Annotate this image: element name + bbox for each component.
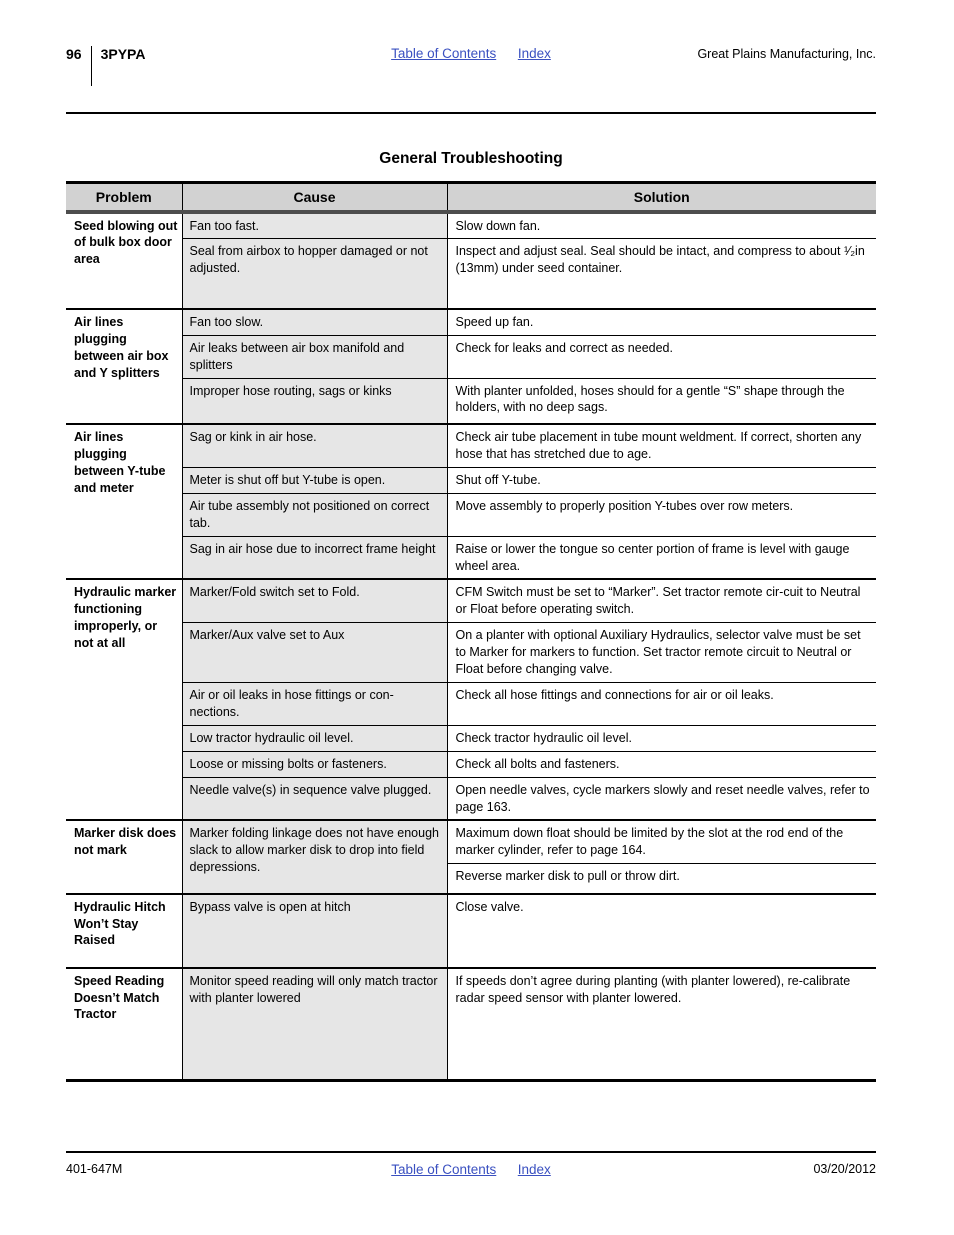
problem-cell: Speed Reading Doesn’t Match Tractor [66, 968, 182, 1081]
cause-cell: Marker/Fold switch set to Fold. [182, 579, 447, 622]
table-row [66, 212, 876, 239]
cause-cell: Seal from airbox to hopper damaged or not adjusted. [182, 239, 447, 309]
footer-rule [66, 1151, 876, 1153]
solution-cell: Inspect and adjust seal. Seal should be intact, and compress to about ¹⁄₂in (13mm) under seed container. [447, 239, 876, 309]
solution-cell: Reverse marker disk to pull or throw dirt. [447, 864, 876, 894]
cause-cell: Meter is shut off but Y-tube is open. [182, 467, 447, 493]
cause-cell: Air leaks between air box manifold and splitters [182, 335, 447, 378]
table-row [66, 239, 876, 309]
table-row [66, 894, 876, 968]
solution-cell: If speeds don’t agree during planting (with planter lowered), re-calibrate radar speed sensor with planter lowered. [447, 968, 876, 1081]
solution-cell: Check all bolts and fasteners. [447, 751, 876, 777]
cause-cell: Bypass valve is open at hitch [182, 894, 447, 968]
cause-cell: Loose or missing bolts or fasteners. [182, 751, 447, 777]
cause-cell: Marker/Aux valve set to Aux [182, 623, 447, 683]
revision-date: 03/20/2012 [813, 1162, 876, 1176]
table-row [66, 536, 876, 579]
table-row [66, 725, 876, 751]
table-row [66, 378, 876, 424]
cause-cell: Fan too fast. [182, 212, 447, 239]
cause-cell: Monitor speed reading will only match tractor with planter lowered [182, 968, 447, 1081]
cause-cell: Needle valve(s) in sequence valve plugged. [182, 777, 447, 820]
solution-cell: Maximum down float should be limited by the slot at the rod end of the marker cylinder, refer to page 164. [447, 820, 876, 863]
cause-cell: Air tube assembly not positioned on correct tab. [182, 493, 447, 536]
index-link[interactable]: Index [517, 1162, 551, 1177]
table-row [66, 751, 876, 777]
solution-cell: Check all hose fittings and connections for air or oil leaks. [447, 683, 876, 726]
solution-cell: Check tractor hydraulic oil level. [447, 725, 876, 751]
header-rule [66, 112, 876, 114]
page-number: 96 [66, 46, 82, 62]
problem-cell: Air lines plugging between air box and Y splitters [66, 309, 182, 424]
table-row [66, 623, 876, 683]
solution-cell: On a planter with optional Auxiliary Hydraulics, selector valve must be set to Marker for markers to function. Set tractor remote circuit to Neutral or Float before changing valve. [447, 623, 876, 683]
solution-cell: Check air tube placement in tube mount weldment. If correct, shorten any hose that has stretched due to age. [447, 424, 876, 467]
solution-cell: Open needle valves, cycle markers slowly and reset needle valves, refer to page 163. [447, 777, 876, 820]
table-row [66, 309, 876, 335]
solution-cell: Check for leaks and correct as needed. [447, 335, 876, 378]
solution-cell: CFM Switch must be set to “Marker”. Set tractor remote cir-cuit to Neutral or Float before operating switch. [447, 579, 876, 622]
page-title: General Troubleshooting [379, 150, 563, 167]
col-header-cause: Cause [182, 183, 447, 212]
cause-cell: Marker folding linkage does not have enough slack to allow marker disk to drop into field depressions. [182, 820, 447, 893]
index-link[interactable]: Index [517, 46, 551, 61]
toc-link[interactable]: Table of Contents [391, 46, 497, 61]
table-row [66, 683, 876, 726]
problem-cell: Marker disk does not mark [66, 820, 182, 893]
doc-number: 401-647M [66, 1162, 123, 1176]
table-row [66, 467, 876, 493]
table-header-row [66, 183, 876, 212]
model-code: 3PYPA [100, 46, 146, 62]
table-row [66, 493, 876, 536]
problem-cell: Seed blowing out of bulk box door area [66, 212, 182, 309]
col-header-solution: Solution [447, 183, 876, 212]
footer-nav [66, 1162, 876, 1177]
table-row [66, 579, 876, 622]
table-row [66, 335, 876, 378]
solution-cell: Slow down fan. [447, 212, 876, 239]
cause-cell: Sag or kink in air hose. [182, 424, 447, 467]
table-row [66, 968, 876, 1081]
cause-cell: Sag in air hose due to incorrect frame height [182, 536, 447, 579]
solution-cell: Shut off Y-tube. [447, 467, 876, 493]
company-name: Great Plains Manufacturing, Inc. [697, 47, 876, 61]
page-header [66, 46, 876, 86]
solution-cell: With planter unfolded, hoses should for a gentle “S” shape through the holders, with no deep sags. [447, 378, 876, 424]
problem-cell: Hydraulic Hitch Won’t Stay Raised [66, 894, 182, 968]
toc-link[interactable]: Table of Contents [391, 1162, 497, 1177]
solution-cell: Close valve. [447, 894, 876, 968]
problem-cell: Air lines plugging between Y-tube and meter [66, 424, 182, 579]
table-row [66, 777, 876, 820]
solution-cell: Speed up fan. [447, 309, 876, 335]
solution-cell: Move assembly to properly position Y-tubes over row meters. [447, 493, 876, 536]
cause-cell: Fan too slow. [182, 309, 447, 335]
problem-cell: Hydraulic marker functioning improperly, or not at all [66, 579, 182, 820]
cause-cell: Improper hose routing, sags or kinks [182, 378, 447, 424]
solution-cell: Raise or lower the tongue so center portion of frame is level with gauge wheel area. [447, 536, 876, 579]
col-header-problem: Problem [66, 183, 182, 212]
cause-cell: Air or oil leaks in hose fittings or con-nections. [182, 683, 447, 726]
page-footer [66, 1162, 876, 1176]
table-row [66, 424, 876, 467]
troubleshooting-table [66, 181, 876, 1082]
cause-cell: Low tractor hydraulic oil level. [182, 725, 447, 751]
table-row [66, 820, 876, 863]
